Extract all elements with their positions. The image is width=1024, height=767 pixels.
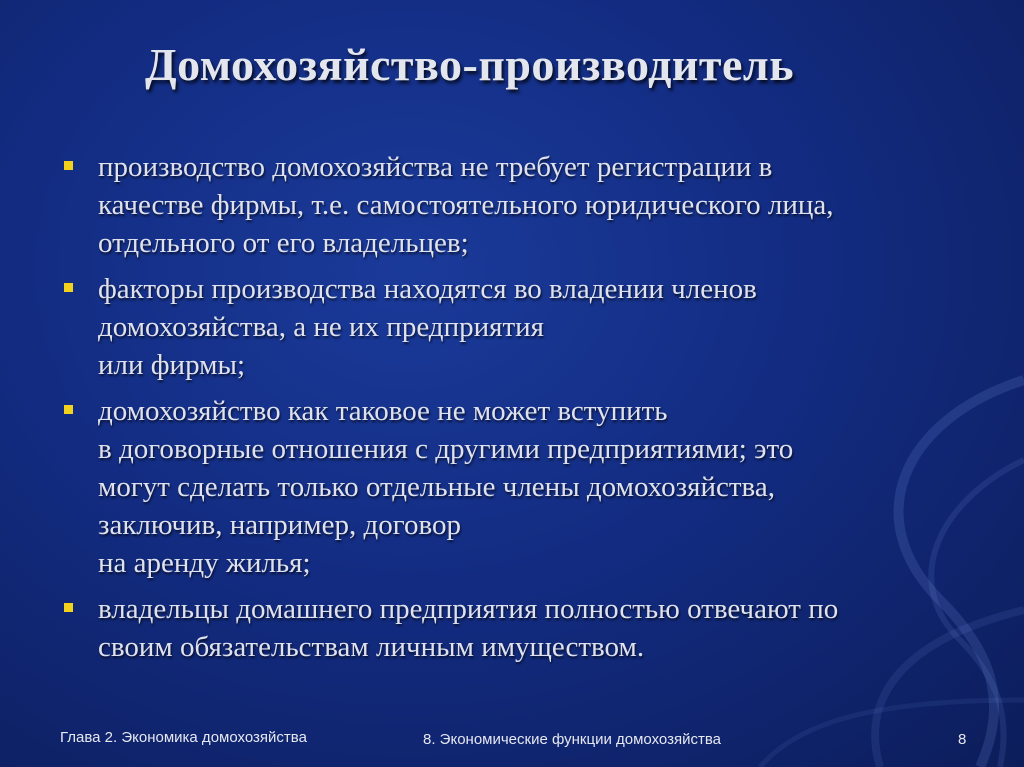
- bullet-item: [60, 590, 980, 666]
- bullet-item: [60, 392, 980, 582]
- bullet-line: своим обязательствам личным имуществом.: [98, 631, 645, 663]
- slide-title: Домохозяйство-производитель: [145, 39, 795, 90]
- bullet-item: [60, 270, 980, 384]
- bullet-line: или фирмы;: [98, 349, 246, 381]
- bullet-line: отдельного от его владельцев;: [98, 227, 469, 259]
- bullet-line: домохозяйства, а не их предприятия: [98, 311, 544, 343]
- bullet-line: домохозяйство как таковое не может вступить: [98, 395, 668, 427]
- bullet-square-icon: [64, 405, 73, 414]
- bullet-line: в договорные отношения с другими предприятиями; это: [98, 433, 794, 465]
- bullet-square-icon: [64, 283, 73, 292]
- bullet-line: производство домохозяйства не требует регистрации в: [98, 151, 773, 183]
- bullet-square-icon: [64, 603, 73, 612]
- bullet-line: на аренду жилья;: [98, 547, 311, 579]
- bullet-line: могут сделать только отдельные члены домохозяйства,: [98, 471, 775, 503]
- footer-section: 8. Экономические функции домохозяйства: [423, 731, 721, 748]
- bullet-square-icon: [64, 161, 73, 170]
- footer-chapter: Глава 2. Экономика домохозяйства: [60, 729, 307, 746]
- bullet-line: владельцы домашнего предприятия полностью отвечают по: [98, 593, 839, 625]
- bullet-list: [60, 148, 980, 674]
- slide-number: 8: [958, 731, 967, 748]
- bullet-item: [60, 148, 980, 262]
- bullet-line: факторы производства находятся во владении членов: [98, 273, 757, 305]
- bullet-line: качестве фирмы, т.е. самостоятельного юридического лица,: [98, 189, 834, 221]
- bullet-line: заключив, например, договор: [98, 509, 461, 541]
